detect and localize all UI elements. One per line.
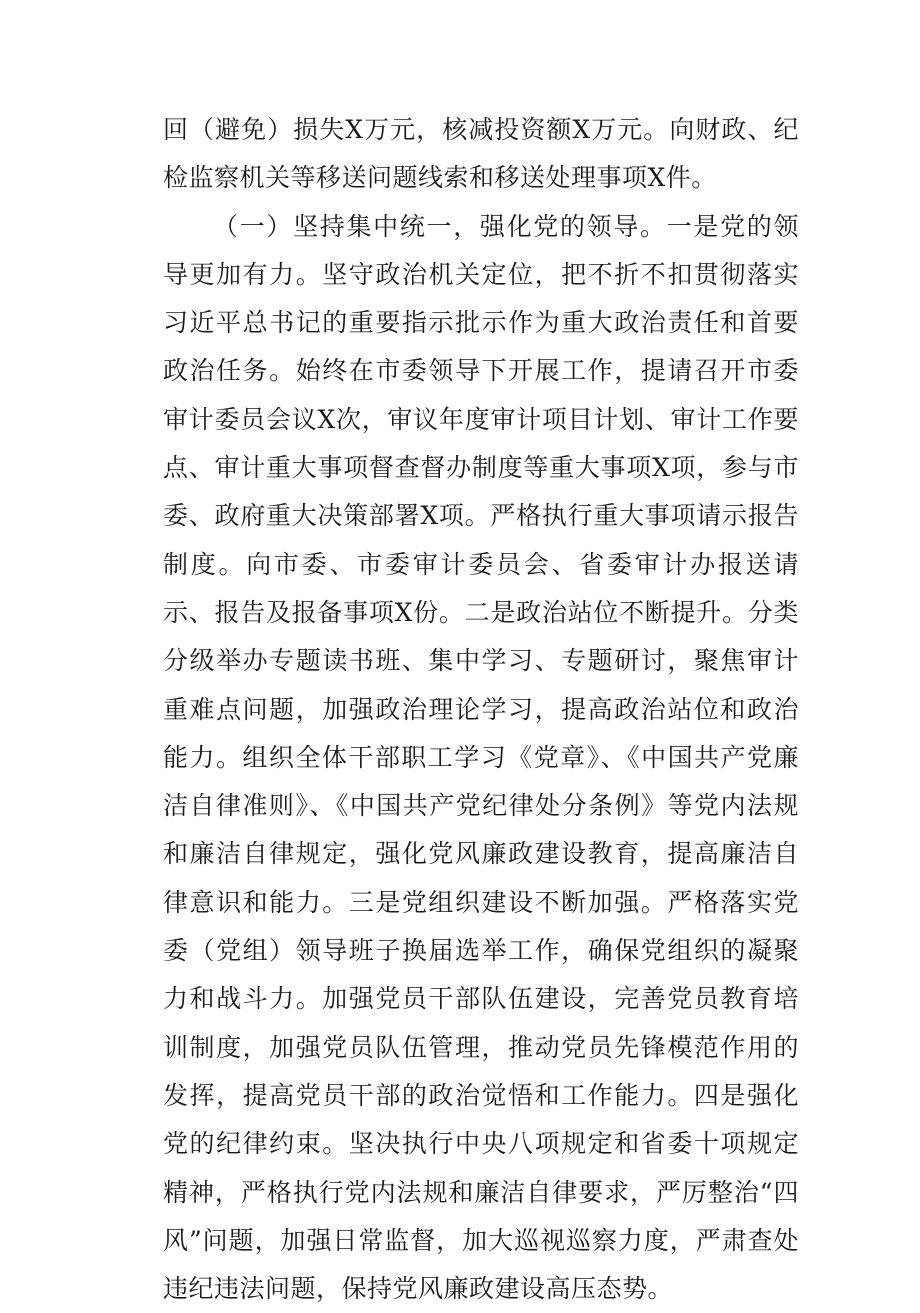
paragraph-continuation: 回（避免）损失X万元，核减投资额X万元。向财政、纪检监察机关等移送问题线索和移送处理事项X件。 [163,115,799,193]
paragraph-section-one: （一）坚持集中统一，强化党的领导。一是党的领导更加有力。坚守政治机关定位，把不折不扣贯彻落实习近平总书记的重要指示批示作为重大政治责任和首要政治任务。始终在市委领导下开展工作，提请召开市委审计委员会议X次，审议年度审计项目计划、审计工作要点、审计重大事项督查督办制度等重大事项X项，参与市委、政府重大决策部署X项。严格执行重大事项请示报告制度。向市委、市委审计委员会、省委审计办报送请示、报告及报备事项X份。二是政治站位不断提升。分类分级举办专题读书班、集中学习、专题研讨，聚焦审计重难点问题，加强政治理论学习，提高政治站位和政治能力。组织全体干部职工学习《党章》、《中国共产党廉洁自律准则》、《中国共产党纪律处分条例》等党内法规和廉洁自律规定，强化党风廉政建设教育，提高廉洁自律意识和能力。三是党组织建设不断加强。严格落实党委（党组）领导班子换届选举工作，确保党组织的凝聚力和战斗力。加强党员干部队伍建设，完善党员教育培训制度，加强党员队伍管理，推动党员先锋模范作用的发挥，提高党员干部的政治觉悟和工作能力。四是强化党的纪律约束。坚决执行中央八项规定和省委十项规定精神，严格执行党内法规和廉洁自律要求，严厉整治“四风”问题，加强日常监督，加大巡视巡察力度，严肃查处违纪违法问题，保持党风廉政建设高压态势。 [163,211,799,1304]
document-body [163,106,799,1313]
